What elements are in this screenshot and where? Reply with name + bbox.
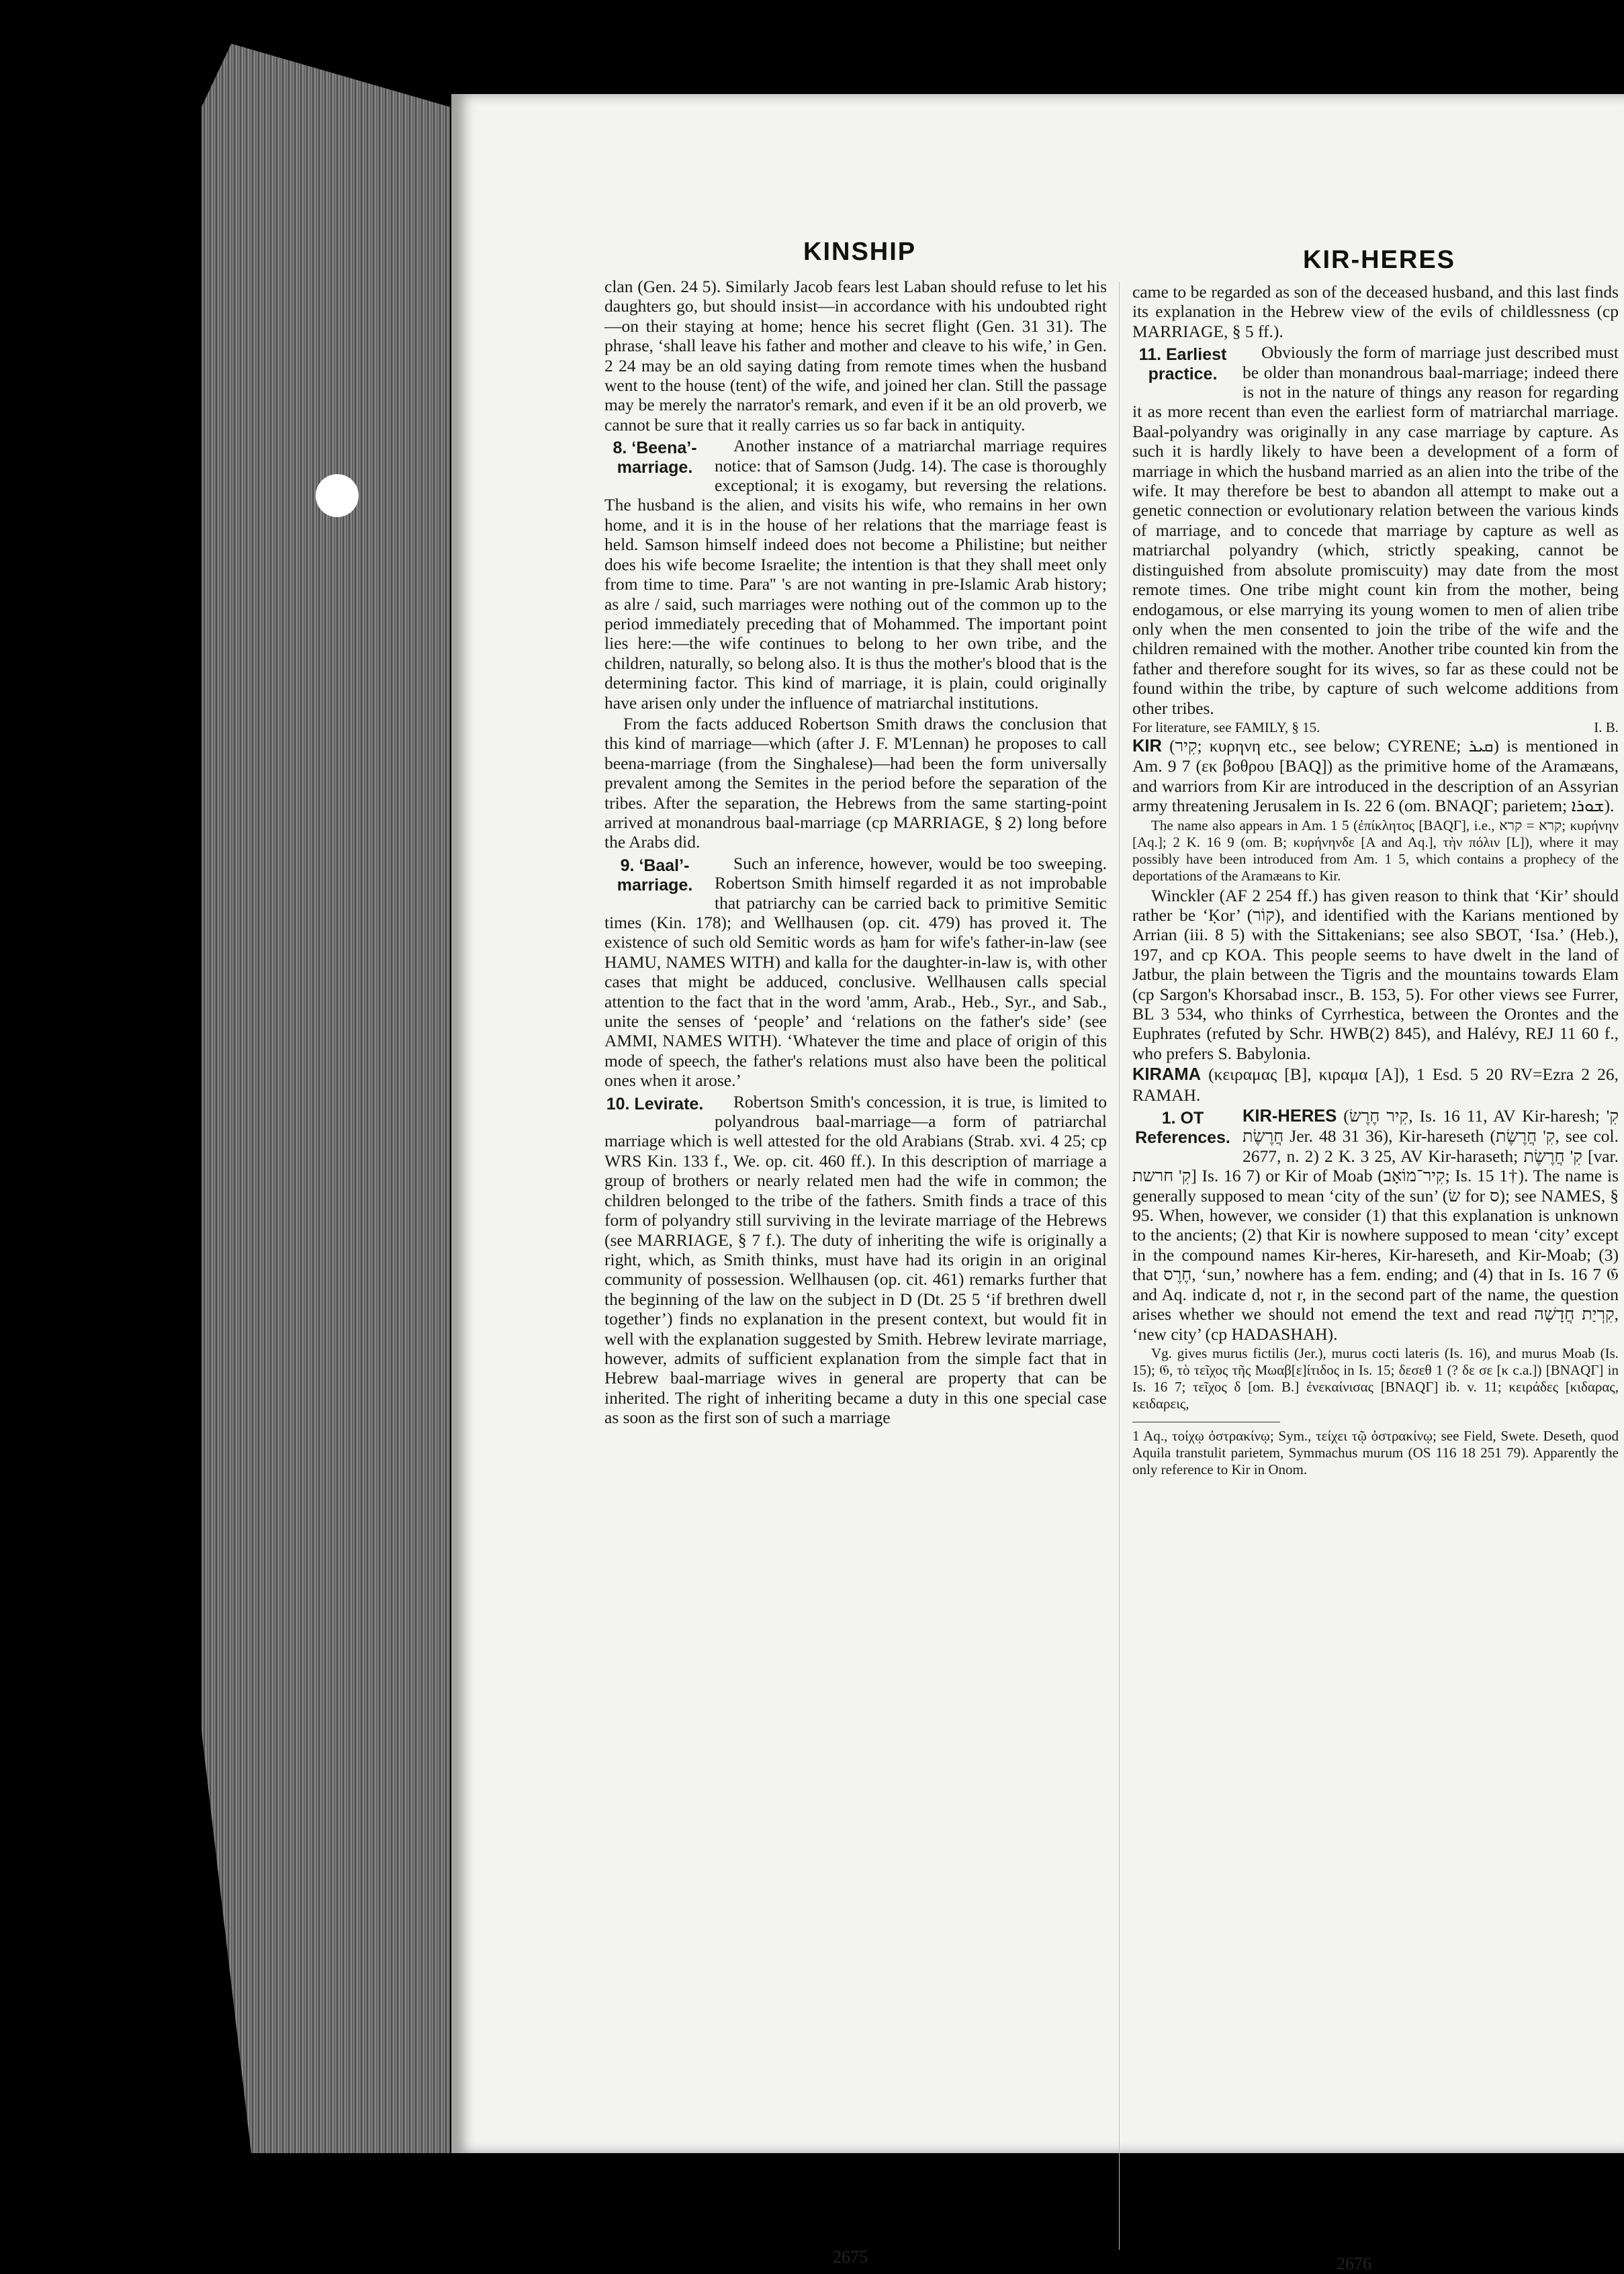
paragraph: Obviously the form of marriage just described must be older than monandrous baal-marriage; indeed there is not in the nature of things any reason for regarding it as more recent than even the earliest form of matriarchal marriage. Baal-polyandry was originally in any case marriage by capture. As such it is hardly likely to have been a development of a form of marriage in which the husband married as an alien into the tribe of the wife. It may therefore be best to abandon all attempt to make out a genetic connection or evolutionary relation between the various kinds of marriage, and to concede that marriage by capture as well as matriarchal polyandry (which, strictly speaking, cannot be distinguished from absolute promiscuity) may date from the most remote times. One tribe might count kin from the mother, being endogamous, or else marrying its young women to men of alien tribe only when the men consented to join the tribe of the wife and the children remained with the mother. Another tribe counted kin from the father and therefore sought for its wives, so far as these could not be found within the tribe, by capture of such welcome additions from other tribes. (1132, 343, 1619, 718)
right-page-number: 2676 (1337, 2254, 1371, 2273)
left-running-head: KINSHIP (803, 238, 917, 266)
kirheres-small-note: Vg. gives murus fictilis (Jer.), murus cocti lateris (Is. 16), and murus Moab (Is. 15); 𝔊, τὸ τεῖχος τῆς Μωαβ[ε]ίτιδος in Is. 15; δεσεθ 1 (? δε σε [κ c.a.]) [BNAQΓ] in Is. 16 7; τεῖχος δ [om. B.] ἐνεκαίνισας [BNAQΓ] ib. v. 11; κειράδες [κιδαρας, κειδαρεις, (1132, 1345, 1619, 1412)
side-head-beena: 8. ‘Beena’-marriage. (613, 439, 697, 477)
footnote: 1 Aq., τοίχῳ ὀστρακίνῳ; Sym., τείχει τῷ ὀστρακίνῳ; see Field, Swete. Deseth, quod Aquila transtulit parietem, Symmachus murum (OS 116 18 251 79). Apparently the only reference to Kir in Onom. (1132, 1427, 1619, 1477)
left-page-number: 2675 (833, 2247, 868, 2267)
paragraph: Another instance of a matriarchal marriage requires notice: that of Samson (Judg. 14). The case is thoroughly exceptional; it is exogamy, but reversing the relations. The husband is the alien, and visits his wife, who remains in her own home, and it is in the house of her relations that the marriage feast is held. Samson himself indeed does not become a Philistine; but neither does his wife become Israelite; the intention is that they shall meet only from time to time. Para'' 's are not wanting in pre-Islamic Arab history; as alre / said, such marriages were nothing out of the common up to the period immediately preceding that of Mohammed. The important point lies here:—the wife continues to belong to her own tribe, and the children, naturally, so belong also. It is thus the mother's blood that is the determining factor. This kind of marriage, it is plain, could originally have arisen only under the influence of matriarchal institutions. (604, 436, 1107, 713)
kirama-entry (1132, 1064, 1619, 1105)
binding-hole (316, 474, 359, 517)
paragraph: Robertson Smith's concession, it is true, is limited to polyandrous baal-marriage—a form of patriarchal marriage which is well attested for the old Arabians (Strab. xvi. 4 25; cp WRS Kin. 133 f., We. op. cit. 460 ff.). In this description of marriage a group of brothers or nearly related men had the wife in common; the children belonged to the tribe of the fathers. Smith finds a trace of this form of polyandry still surviving in the levirate marriage of the Hebrews (see MARRIAGE, § 7 f.). The duty of inheriting the wife is originally a right, which, as Smith thinks, must have had its origin in an original community of possession. Wellhausen (op. cit. 461) remarks further that the beginning of the law on the subject in D (Dt. 25 5 ‘if brethren dwell together’) finds no explanation in the present context, but would fit in well with the explanation suggested by Smith. Hebrew levirate marriage, however, admits of sufficient explanation from the simple fact that in Hebrew baal-marriage wives in general are property that can be inherited. The right of inheriting became a duty in this one special case as soon as the first son of such a marriage (604, 1091, 1107, 1428)
paragraph: Such an inference, however, would be too sweeping. Robertson Smith himself regarded it as not improbable that patriarchy can be carried back to primitive Semitic times (Kin. 178); and Wellhausen (op. cit. 479) has proved it. The existence of such old Semitic words as ḥam for wife's father-in-law (see HAMU, NAMES WITH) and kalla for the daughter-in-law is, with other cases that might be adduced, conclusive. Wellhausen calls special attention to the fact that in the word 'amm, Arab., Heb., Syr., and Sab., unite the senses of ‘people’ and ‘relations on the father's side’ (see AMMI, NAMES WITH). ‘Whatever the time and place of origin of this mode of speech, the father's relations must also have been the political ones when it arose.’ (604, 853, 1107, 1091)
kirheres-text: (קִיר חֶרֶשׂ, Is. 16 11, AV Kir-haresh; קִ' חֲרֶשֶׂת Jer. 48 31 36), Kir-hareseth (קִ' חֲרֶשֶׂת, see col. 2677, n. 2) 2 K. 3 25, AV Kir-haraseth; קִ' חֲרֶשֶׂת [var. קִ' חרשת] Is. 16 7) or Kir of Moab (קִיר־מוֹאָב; Is. 15 1†). The name is generally supposed to mean ‘city of the sun’ (שׂ for ס); see NAMES, § 95. When, however, we consider (1) that this explanation is unknown to the ancients; (2) that Kir is nowhere supposed to mean ‘city’ except in the compound names Kir-heres, Kir-hareseth, and Kir-Moab; (3) that חֶרֶס, ‘sun,’ nowhere has a fem. ending; and (4) that in Is. 16 7 𝔊 and Aq. indicate d, not r, in the second part of the name, the question arises whether we should not emend the text and read קִרְיַת חֲדָשָׁה, ‘new city’ (cp HADASHAH). (1132, 1106, 1619, 1344)
kirama-text: (κειραμας [B], κιραμα [A]), 1 Esd. 5 20 RV=Ezra 2 26, RAMAH. (1132, 1064, 1619, 1105)
kir-winckler: Winckler (AF 2 254 ff.) has given reason to think that ‘Kir’ should rather be ‘Ḳor’ (קוֹר), and identified with the Karians mentioned by Arrian (iii. 8 5) with the Sittakenians; see also SBOT, ‘Isa.’ (Heb.), 197, and cp KOA. This people seems to have dwelt in the land of Jatbur, the plain between the Tigris and the mountains towards Elam (cp Sargon's Khorsabad inscr., B. 153, 5). For other views see Furrer, BL 3 534, who thinks of Cyrrhestica, between the Orontes and the Euphrates (refuted by Schr. HWB(2) 845), and Halévy, REJ 11 60 f., who prefers S. Babylonia. (1132, 885, 1619, 1063)
literature-note: For literature, see FAMILY, § 15. (1132, 719, 1320, 735)
literature-line (1132, 719, 1619, 736)
entry-head-kir: KIR (1132, 736, 1162, 756)
entry-head-kirheres: KIR-HERES (1243, 1107, 1337, 1126)
kir-text: (קִיר; κυρηνη etc., see below; CYRENE; ܩܝܪ) is mentioned in Am. 9 7 (εκ βοθρου [BAQ]) as the primitive home of the Aramæans, and warriors from Kir are introduced in the description of an Assyrian army threatening Jerusalem in Is. 22 6 (om. BNAQΓ; parietem; ܫܘܪܐ). (1132, 735, 1619, 816)
side-head-baal: 9. ‘Baal’-marriage. (617, 856, 693, 895)
left-column (604, 277, 1107, 1429)
paragraph: From the facts adduced Robertson Smith draws the conclusion that this kind of marriage—which (after J. F. M'Lennan) he proposes to call beena-marriage (from the Singhalese)—had been the form universally prevalent among the Semites in the period before the separation of the tribes. After the separation, the Hebrews from the same starting-point arrived at monandrous baal-marriage (cp MARRIAGE, § 2) long before the Arabs did. (604, 713, 1107, 852)
kir-entry (1132, 736, 1619, 816)
right-running-head: KIR-HERES (1303, 246, 1456, 274)
paragraph: came to be regarded as son of the deceased husband, and this last finds its explanation in the Hebrew view of the evils of childlessness (cp MARRIAGE, § 5 ff.). (1132, 282, 1619, 341)
entry-head-kirama: KIRAMA (1132, 1065, 1201, 1085)
side-head-levirate: 10. Levirate. (606, 1094, 704, 1113)
book-page-edges (201, 44, 450, 2153)
side-head-ot-references: 1. OT References. (1135, 1109, 1230, 1148)
author-signature: I. B. (1594, 719, 1619, 735)
column-divider (1119, 282, 1120, 2250)
side-head-earliest: 11. Earliest practice. (1138, 345, 1227, 384)
kir-small-note: The name also appears in Am. 1 5 (ἐπίκλητος [BAQΓ], i.e., קרא = קרא; κυρήνην [Aq.]; 2 K. 16 9 (om. B; κυρήνηνδε [A and Aq.], τὴν πόλιν [L]), where it may possibly have been introduced from Am. 1 5, which contains a prophecy of the deportations of the Aramæans to Kir. (1132, 817, 1619, 884)
paragraph: clan (Gen. 24 5). Similarly Jacob fears lest Laban should refuse to let his daughters go, but should insist—in accordance with his undoubted right—on their staying at home; hence his secret flight (Gen. 31 31). The phrase, ‘shall leave his father and mother and cleave to his wife,’ in Gen. 2 24 may be an old saying dating from remote times when the husband went to the house (tent) of the wife, and joined her clan. Still the passage may be merely the narrator's remark, and even if it be an old proverb, we cannot be sure that it really carries us so far back in antiquity. (604, 277, 1107, 435)
right-column (1132, 282, 1619, 1480)
